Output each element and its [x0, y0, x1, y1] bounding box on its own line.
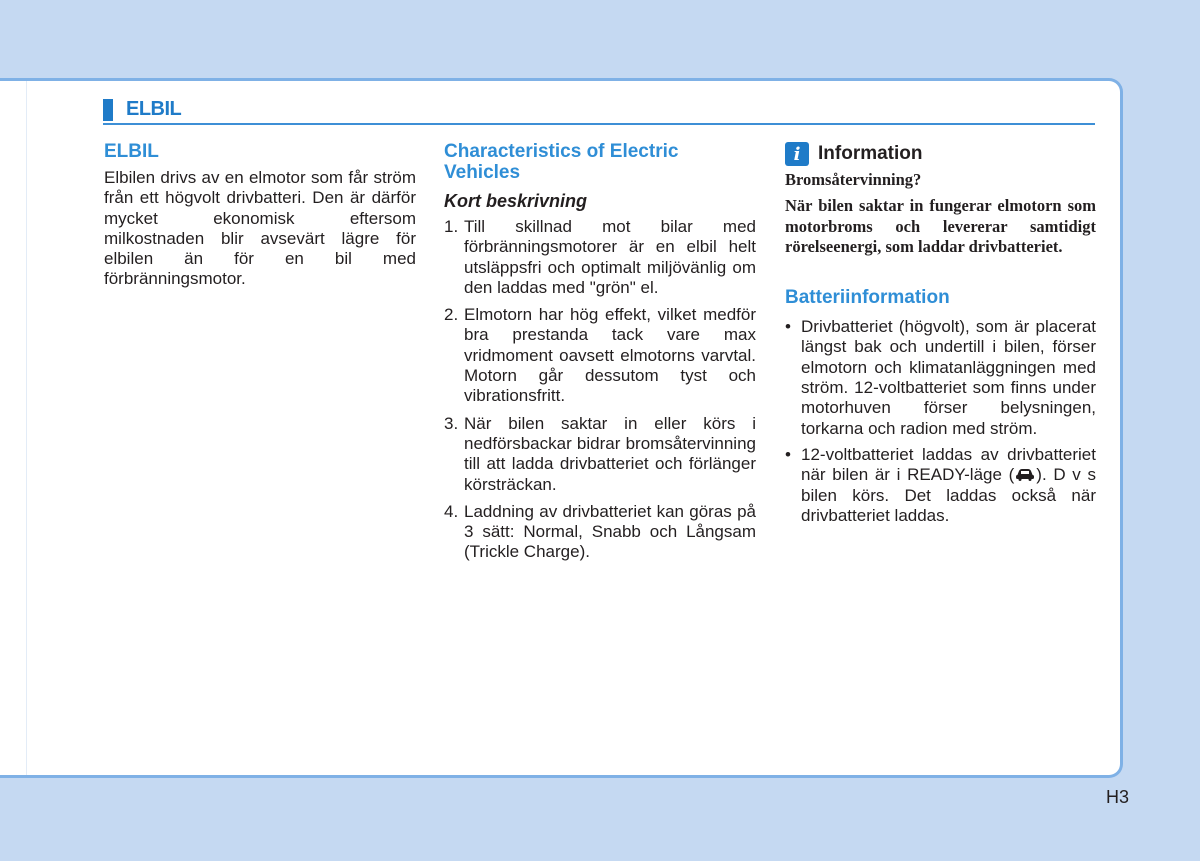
list-item: 4. Laddning av drivbatteriet kan göras på 3 sätt: Normal, Snabb och Långsam (Trickle Charge). — [444, 501, 756, 562]
header-accent-bar — [103, 99, 113, 121]
list-item: • Drivbatteriet (högvolt), som är placerat längst bak och undertill i bilen, förser elmotorn och klimatanläggningen med ström. 12-voltbatteriet som finns under motorhuven förser belysningen, torkarna och radion med ström. — [785, 317, 1096, 438]
information-text: När bilen saktar in fungerar elmotorn som motorbroms och levererar samtidigt rörelseenergi, som laddar drivbatteriet. — [785, 196, 1096, 256]
list-item: 1. Till skillnad mot bilar med förbränningsmotorer är en elbil helt utsläppsfri och optimalt miljövänlig om den laddas med "grön" el. — [444, 217, 756, 297]
information-title: Information — [818, 143, 923, 164]
ready-car-icon — [1014, 467, 1036, 481]
characteristics-heading: Characteristics of Electric Vehicles — [444, 141, 679, 183]
battery-info-heading: Batteriinformation — [785, 287, 950, 309]
column-2 — [444, 141, 756, 570]
section-title: ELBIL — [126, 98, 182, 120]
list-item: • 12-voltbatteriet laddas av drivbatteriet när bilen är i READY-läge ( ). D v s bilen körs. Det laddas också när drivbatteriet laddas. — [785, 444, 1096, 525]
short-description-subheading: Kort beskrivning — [444, 191, 588, 211]
info-icon: i — [785, 142, 809, 166]
elbil-paragraph: Elbilen drivs av en elmotor som får ström från ett högvolt drivbatteri. Den är därför mycket ekonomisk eftersom milkostnaden blir avsevärt lägre för elbilen än för en bil med förbränningsmotor. — [104, 168, 416, 289]
list-item: 3. När bilen saktar in eller körs i nedförsbackar bidrar bromsåtervinning till att ladda drivbatteriet och förlänger körsträckan. — [444, 413, 756, 494]
battery-info-list — [785, 317, 1096, 526]
page-edge — [26, 81, 27, 775]
manual-page — [0, 78, 1123, 778]
list-item: 2. Elmotorn har hög effekt, vilket medför bra prestanda tack vare max vridmoment oavsett elmotorns varvtal. Motorn går dessutom tyst och vibrationsfritt. — [444, 305, 756, 406]
information-subtitle: Bromsåtervinning? — [785, 170, 922, 189]
column-3 — [785, 141, 1096, 532]
section-header — [103, 97, 1095, 125]
information-box-header — [785, 141, 1096, 167]
elbil-heading: ELBIL — [104, 141, 159, 162]
column-1 — [104, 141, 416, 290]
page-number: H3 — [1106, 787, 1130, 807]
characteristics-list — [444, 217, 756, 563]
